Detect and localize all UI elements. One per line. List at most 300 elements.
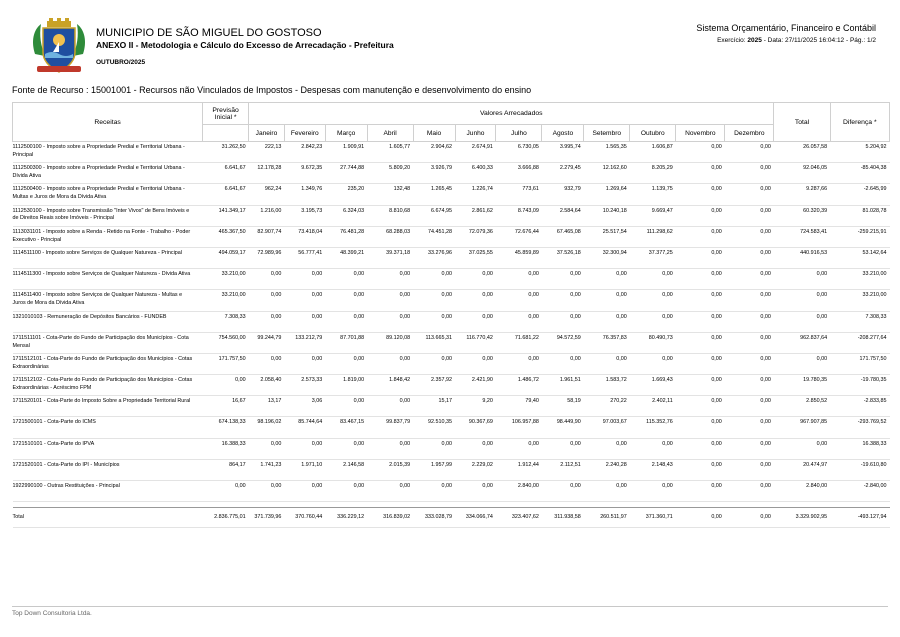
- month-value: 74.451,28: [413, 226, 455, 247]
- month-value: 72.676,44: [496, 226, 542, 247]
- month-value: 1.269,64: [584, 184, 630, 205]
- row-difference: -259.215,91: [830, 226, 889, 247]
- initial-forecast: 141.349,17: [203, 205, 249, 226]
- revenue-name: 1711512101 - Cota-Parte do Fundo de Participação dos Municípios - Cotas Extraordinárias: [13, 353, 203, 374]
- col-header-month: Setembro: [584, 125, 630, 142]
- revenue-name: Total: [13, 508, 203, 528]
- row-total: 0,00: [774, 290, 830, 311]
- month-value: 73.418,04: [284, 226, 325, 247]
- month-value: 334.066,74: [455, 508, 496, 528]
- table-row: [13, 332, 890, 353]
- report-title: ANEXO II - Metodologia e Cálculo do Excesso de Arrecadação - Prefeitura: [96, 40, 394, 50]
- month-value: 12.162,60: [584, 163, 630, 184]
- month-value: 76.357,83: [584, 332, 630, 353]
- month-value: 0,00: [455, 311, 496, 332]
- table-row: [13, 375, 890, 396]
- month-value: 67.465,08: [542, 226, 584, 247]
- row-total: 0,00: [774, 438, 830, 459]
- month-value: 0,00: [413, 353, 455, 374]
- month-value: 39.371,18: [367, 247, 413, 268]
- month-value: 45.859,89: [496, 247, 542, 268]
- month-value: 85.744,64: [284, 417, 325, 438]
- month-value: 10.240,18: [584, 205, 630, 226]
- row-total: 9.287,66: [774, 184, 830, 205]
- month-value: 33.276,96: [413, 247, 455, 268]
- month-value: 0,00: [725, 184, 774, 205]
- month-value: 1.848,42: [367, 375, 413, 396]
- month-value: 133.212,79: [284, 332, 325, 353]
- row-total: 0,00: [774, 311, 830, 332]
- initial-forecast: 33.210,00: [203, 269, 249, 290]
- month-value: 15,17: [413, 396, 455, 417]
- month-value: 932,79: [542, 184, 584, 205]
- table-row: [13, 205, 890, 226]
- month-value: 0,00: [284, 481, 325, 502]
- row-total: 3.329.902,95: [774, 508, 830, 528]
- revenue-name: 1721510101 - Cota-Parte do IPVA: [13, 438, 203, 459]
- month-value: 0,00: [496, 438, 542, 459]
- month-value: 9.672,35: [284, 163, 325, 184]
- month-value: 0,00: [676, 163, 725, 184]
- month-value: 0,00: [249, 353, 285, 374]
- generation-date: - Data: 27/11/2025 16:04:12 -: [763, 37, 849, 44]
- month-value: 260.511,97: [584, 508, 630, 528]
- row-total: 440.916,53: [774, 247, 830, 268]
- month-value: 323.407,62: [496, 508, 542, 528]
- row-total: 19.780,35: [774, 375, 830, 396]
- month-value: 0,00: [725, 508, 774, 528]
- month-value: 1.909,91: [325, 142, 367, 163]
- month-value: 0,00: [325, 438, 367, 459]
- month-value: 0,00: [725, 438, 774, 459]
- month-value: 0,00: [367, 269, 413, 290]
- resource-source-title: Fonte de Recurso : 15001001 - Recursos não Vinculados de Impostos - Despesas com manutenção e desenvolvimento do ensino: [12, 85, 532, 95]
- month-value: 37.526,18: [542, 247, 584, 268]
- col-header-month: Julho: [496, 125, 542, 142]
- month-value: 0,00: [325, 396, 367, 417]
- month-value: 0,00: [249, 481, 285, 502]
- initial-forecast: 465.367,50: [203, 226, 249, 247]
- month-value: 0,00: [249, 269, 285, 290]
- month-value: 5.809,20: [367, 163, 413, 184]
- month-value: 0,00: [455, 290, 496, 311]
- month-value: 0,00: [676, 142, 725, 163]
- month-value: 1.605,77: [367, 142, 413, 163]
- month-value: 72.989,96: [249, 247, 285, 268]
- month-value: 1.139,75: [630, 184, 676, 205]
- month-value: 25.517,54: [584, 226, 630, 247]
- month-value: 89.120,08: [367, 332, 413, 353]
- month-value: 0,00: [630, 353, 676, 374]
- row-difference: 16.388,33: [830, 438, 889, 459]
- month-value: 3.195,73: [284, 205, 325, 226]
- month-value: 0,00: [676, 375, 725, 396]
- month-value: 98.449,90: [542, 417, 584, 438]
- month-value: 12.178,28: [249, 163, 285, 184]
- month-value: 0,00: [676, 290, 725, 311]
- table-row: [13, 417, 890, 438]
- initial-forecast: 16.388,33: [203, 438, 249, 459]
- initial-forecast: 754.560,00: [203, 332, 249, 353]
- initial-forecast: 864,17: [203, 459, 249, 480]
- row-total: 2.850,52: [774, 396, 830, 417]
- initial-forecast: 0,00: [203, 375, 249, 396]
- month-value: 0,00: [325, 353, 367, 374]
- month-value: 0,00: [455, 481, 496, 502]
- month-value: 2.861,62: [455, 205, 496, 226]
- month-value: 0,00: [584, 290, 630, 311]
- month-value: 82.907,74: [249, 226, 285, 247]
- month-value: 0,00: [630, 290, 676, 311]
- initial-forecast: 7.308,33: [203, 311, 249, 332]
- month-value: 0,00: [367, 396, 413, 417]
- month-value: 0,00: [676, 459, 725, 480]
- month-value: 0,00: [455, 438, 496, 459]
- month-value: 2.112,51: [542, 459, 584, 480]
- row-difference: -2.833,85: [830, 396, 889, 417]
- table-row: [13, 142, 890, 163]
- month-value: 0,00: [725, 332, 774, 353]
- month-value: 2.842,23: [284, 142, 325, 163]
- month-value: 99.837,79: [367, 417, 413, 438]
- month-value: 2.058,40: [249, 375, 285, 396]
- initial-forecast: 16,67: [203, 396, 249, 417]
- row-total: 724.583,41: [774, 226, 830, 247]
- month-value: 0,00: [725, 269, 774, 290]
- month-value: 0,00: [676, 508, 725, 528]
- month-value: 0,00: [496, 353, 542, 374]
- month-value: 2.402,11: [630, 396, 676, 417]
- month-value: 0,00: [542, 481, 584, 502]
- initial-forecast: 494.059,17: [203, 247, 249, 268]
- row-total: 2.840,00: [774, 481, 830, 502]
- month-value: 92.510,35: [413, 417, 455, 438]
- month-value: 0,00: [284, 438, 325, 459]
- row-difference: -293.769,52: [830, 417, 889, 438]
- row-difference: 33.210,00: [830, 269, 889, 290]
- month-value: 0,00: [725, 247, 774, 268]
- total-row: [13, 508, 890, 528]
- month-value: 0,00: [325, 269, 367, 290]
- month-value: 0,00: [725, 205, 774, 226]
- month-value: 1.349,76: [284, 184, 325, 205]
- month-value: 3,06: [284, 396, 325, 417]
- month-value: 0,00: [725, 142, 774, 163]
- month-value: 0,00: [676, 353, 725, 374]
- month-value: 3.666,88: [496, 163, 542, 184]
- initial-forecast: 171.757,50: [203, 353, 249, 374]
- month-value: 371.739,96: [249, 508, 285, 528]
- month-value: 0,00: [413, 311, 455, 332]
- row-total: 967.907,85: [774, 417, 830, 438]
- table-row: [13, 438, 890, 459]
- month-value: 0,00: [676, 438, 725, 459]
- month-value: 0,00: [725, 375, 774, 396]
- revenue-name: 1721500101 - Cota-Parte do ICMS: [13, 417, 203, 438]
- month-value: 1.265,45: [413, 184, 455, 205]
- revenue-name: 1112500300 - Imposto sobre a Propriedade Predial e Territorial Urbana - Dívida Ativa: [13, 163, 203, 184]
- month-value: 0,00: [676, 481, 725, 502]
- month-value: 0,00: [455, 353, 496, 374]
- row-total: 60.320,39: [774, 205, 830, 226]
- month-value: 2.840,00: [496, 481, 542, 502]
- revenue-name: 1112500100 - Imposto sobre a Propriedade Predial e Territorial Urbana - Principal: [13, 142, 203, 163]
- table-row: [13, 184, 890, 205]
- month-value: 0,00: [249, 438, 285, 459]
- month-value: 270,22: [584, 396, 630, 417]
- month-value: 2.573,33: [284, 375, 325, 396]
- month-value: 116.770,42: [455, 332, 496, 353]
- month-value: 2.357,92: [413, 375, 455, 396]
- col-header-month: Fevereiro: [284, 125, 325, 142]
- row-difference: -2.645,99: [830, 184, 889, 205]
- month-value: 2.904,62: [413, 142, 455, 163]
- month-value: 0,00: [542, 269, 584, 290]
- month-value: 6.730,05: [496, 142, 542, 163]
- revenue-name: 1711512102 - Cota-Parte do Fundo de Participação dos Municípios - Cotas Extraordinárias - Acréscimo FPM: [13, 375, 203, 396]
- month-value: 0,00: [542, 438, 584, 459]
- month-value: 0,00: [676, 396, 725, 417]
- row-difference: -85.404,38: [830, 163, 889, 184]
- month-value: 97.003,67: [584, 417, 630, 438]
- col-header-previsao: Previsão Inicial *: [203, 103, 249, 125]
- month-value: 0,00: [630, 311, 676, 332]
- col-header-previsao-cont: [203, 125, 249, 142]
- month-value: 0,00: [367, 311, 413, 332]
- month-value: 0,00: [249, 311, 285, 332]
- month-value: 0,00: [725, 481, 774, 502]
- month-value: 0,00: [584, 481, 630, 502]
- month-value: 94.572,59: [542, 332, 584, 353]
- month-value: 333.028,79: [413, 508, 455, 528]
- month-value: 76.481,28: [325, 226, 367, 247]
- revenue-name: 1112500400 - Imposto sobre a Propriedade Predial e Territorial Urbana - Multas e Juros de Mora da Dívida Ativa: [13, 184, 203, 205]
- month-value: 6.400,33: [455, 163, 496, 184]
- month-value: 0,00: [496, 311, 542, 332]
- month-value: 9.669,47: [630, 205, 676, 226]
- col-header-month: Janeiro: [249, 125, 285, 142]
- exercise-label: Exercício:: [717, 37, 746, 44]
- initial-forecast: 2.836.775,01: [203, 508, 249, 528]
- revenue-name: 1114511300 - Imposto sobre Serviços de Qualquer Natureza - Dívida Ativa: [13, 269, 203, 290]
- month-value: 235,20: [325, 184, 367, 205]
- month-value: 0,00: [413, 481, 455, 502]
- month-value: 111.298,62: [630, 226, 676, 247]
- table-row: [13, 269, 890, 290]
- month-value: 99.244,79: [249, 332, 285, 353]
- month-value: 311.938,58: [542, 508, 584, 528]
- col-header-month: Abril: [367, 125, 413, 142]
- month-value: 1.957,99: [413, 459, 455, 480]
- month-value: 0,00: [542, 311, 584, 332]
- month-value: 0,00: [725, 417, 774, 438]
- month-value: 8.205,29: [630, 163, 676, 184]
- row-total: 92.046,05: [774, 163, 830, 184]
- month-value: 0,00: [676, 311, 725, 332]
- page-number: Pág.: 1/2: [849, 37, 876, 44]
- month-value: 2.240,28: [584, 459, 630, 480]
- month-value: 106.957,88: [496, 417, 542, 438]
- month-value: 3.995,74: [542, 142, 584, 163]
- month-value: 0,00: [325, 311, 367, 332]
- exercise-year: 2025: [747, 37, 762, 44]
- month-value: 0,00: [284, 290, 325, 311]
- municipality-name: MUNICIPIO DE SÃO MIGUEL DO GOSTOSO: [96, 27, 322, 39]
- report-meta: [717, 37, 876, 44]
- table-row: [13, 311, 890, 332]
- revenue-name: 1711520101 - Cota-Parte do Imposto Sobre a Propriedade Territorial Rural: [13, 396, 203, 417]
- month-value: 371.360,71: [630, 508, 676, 528]
- month-value: 0,00: [676, 205, 725, 226]
- col-header-month: Dezembro: [725, 125, 774, 142]
- row-difference: -208.277,64: [830, 332, 889, 353]
- month-value: 0,00: [630, 481, 676, 502]
- revenue-name: 1922990100 - Outras Restituições - Principal: [13, 481, 203, 502]
- month-value: 0,00: [413, 290, 455, 311]
- month-value: 1.912,44: [496, 459, 542, 480]
- month-value: 32.300,94: [584, 247, 630, 268]
- month-value: 27.744,88: [325, 163, 367, 184]
- table-row: [13, 247, 890, 268]
- revenue-name: 1721520101 - Cota-Parte do IPI - Municípios: [13, 459, 203, 480]
- table-row: [13, 353, 890, 374]
- revenue-table: [12, 102, 890, 528]
- month-value: 0,00: [676, 184, 725, 205]
- table-row: [13, 163, 890, 184]
- month-value: 115.352,76: [630, 417, 676, 438]
- col-header-month: Outubro: [630, 125, 676, 142]
- col-header-month: Março: [325, 125, 367, 142]
- col-header-month: Junho: [455, 125, 496, 142]
- month-value: 0,00: [676, 247, 725, 268]
- revenue-name: 1321010103 - Remuneração de Depósitos Bancários - FUNDEB: [13, 311, 203, 332]
- revenue-name: 1114511400 - Imposto sobre Serviços de Qualquer Natureza - Multas e Juros de Mora da Dívida Ativa: [13, 290, 203, 311]
- month-value: 0,00: [676, 226, 725, 247]
- month-value: 0,00: [676, 417, 725, 438]
- month-value: 0,00: [630, 438, 676, 459]
- row-difference: 5.204,92: [830, 142, 889, 163]
- month-value: 0,00: [367, 353, 413, 374]
- month-value: 773,61: [496, 184, 542, 205]
- month-value: 0,00: [725, 226, 774, 247]
- month-value: 13,17: [249, 396, 285, 417]
- month-value: 113.665,31: [413, 332, 455, 353]
- month-value: 37.025,55: [455, 247, 496, 268]
- month-value: 6.324,03: [325, 205, 367, 226]
- row-difference: -19.780,35: [830, 375, 889, 396]
- col-header-diferenca: Diferença *: [830, 103, 889, 142]
- revenue-name: 1112530100 - Imposto sobre Transmissão "Inter Vivos" de Bens Imóveis e de Direitos Reais sobre Imóveis - Principal: [13, 205, 203, 226]
- month-value: 1.216,00: [249, 205, 285, 226]
- month-value: 0,00: [367, 438, 413, 459]
- month-value: 2.148,43: [630, 459, 676, 480]
- month-value: 0,00: [325, 481, 367, 502]
- col-header-valores: Valores Arrecadados: [249, 103, 774, 125]
- row-difference: -19.610,80: [830, 459, 889, 480]
- report-period: OUTUBRO/2025: [96, 59, 146, 66]
- initial-forecast: 6.641,67: [203, 184, 249, 205]
- month-value: 962,24: [249, 184, 285, 205]
- table-row: [13, 481, 890, 502]
- month-value: 1.971,10: [284, 459, 325, 480]
- month-value: 0,00: [367, 481, 413, 502]
- month-value: 0,00: [584, 269, 630, 290]
- month-value: 3.926,79: [413, 163, 455, 184]
- month-value: 79,40: [496, 396, 542, 417]
- month-value: 8.743,09: [496, 205, 542, 226]
- month-value: 56.777,41: [284, 247, 325, 268]
- initial-forecast: 0,00: [203, 481, 249, 502]
- month-value: 68.288,03: [367, 226, 413, 247]
- month-value: 71.681,22: [496, 332, 542, 353]
- month-value: 1.669,43: [630, 375, 676, 396]
- month-value: 1.819,00: [325, 375, 367, 396]
- month-value: 0,00: [325, 290, 367, 311]
- month-value: 1.226,74: [455, 184, 496, 205]
- row-difference: -2.840,00: [830, 481, 889, 502]
- row-total: 20.474,97: [774, 459, 830, 480]
- initial-forecast: 674.138,33: [203, 417, 249, 438]
- month-value: 58,19: [542, 396, 584, 417]
- month-value: 0,00: [725, 353, 774, 374]
- month-value: 0,00: [542, 353, 584, 374]
- month-value: 2.146,58: [325, 459, 367, 480]
- month-value: 0,00: [584, 438, 630, 459]
- month-value: 0,00: [725, 459, 774, 480]
- month-value: 0,00: [725, 311, 774, 332]
- month-value: 0,00: [455, 269, 496, 290]
- month-value: 0,00: [413, 269, 455, 290]
- month-value: 316.839,02: [367, 508, 413, 528]
- month-value: 0,00: [542, 290, 584, 311]
- month-value: 1.565,35: [584, 142, 630, 163]
- col-header-month: Agosto: [542, 125, 584, 142]
- month-value: 80.490,73: [630, 332, 676, 353]
- col-header-month: Maio: [413, 125, 455, 142]
- month-value: 0,00: [367, 290, 413, 311]
- month-value: 0,00: [725, 290, 774, 311]
- month-value: 72.079,36: [455, 226, 496, 247]
- month-value: 370.760,44: [284, 508, 325, 528]
- month-value: 48.399,21: [325, 247, 367, 268]
- month-value: 0,00: [284, 311, 325, 332]
- month-value: 336.229,12: [325, 508, 367, 528]
- month-value: 2.229,02: [455, 459, 496, 480]
- month-value: 90.367,69: [455, 417, 496, 438]
- month-value: 37.377,25: [630, 247, 676, 268]
- month-value: 0,00: [676, 332, 725, 353]
- month-value: 132,48: [367, 184, 413, 205]
- month-value: 83.467,15: [325, 417, 367, 438]
- row-difference: 33.210,00: [830, 290, 889, 311]
- table-row: [13, 290, 890, 311]
- row-difference: 81.028,78: [830, 205, 889, 226]
- month-value: 2.584,64: [542, 205, 584, 226]
- month-value: 0,00: [284, 353, 325, 374]
- month-value: 6.674,95: [413, 205, 455, 226]
- month-value: 98.196,02: [249, 417, 285, 438]
- month-value: 0,00: [413, 438, 455, 459]
- month-value: 1.486,72: [496, 375, 542, 396]
- municipal-coat-of-arms: [27, 18, 91, 76]
- month-value: 222,13: [249, 142, 285, 163]
- month-value: 2.015,39: [367, 459, 413, 480]
- footer-divider: [12, 606, 888, 607]
- month-value: 87.701,88: [325, 332, 367, 353]
- month-value: 8.810,68: [367, 205, 413, 226]
- row-difference: -493.127,94: [830, 508, 889, 528]
- month-value: 1.961,51: [542, 375, 584, 396]
